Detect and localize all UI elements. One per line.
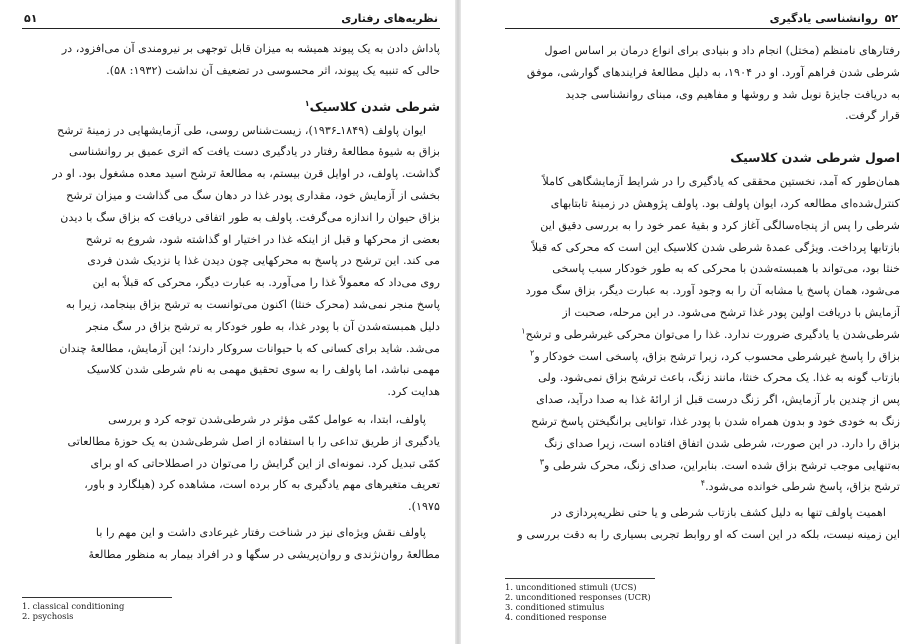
section-heading: اصول شرطی شدن کلاسیک <box>730 150 900 166</box>
paragraph-line: بزاق به شیوهٔ مطالعهٔ رفتار در یادگیری دست یافت که اثری عمیق بر روانشناسی <box>69 145 440 159</box>
paragraph-line: یادگیری از طریق تداعی را با استفاده از اصل شرطی‌شدن به یک حوزهٔ مطالعاتی <box>67 434 440 448</box>
paragraph-line: بزاق را دارد. در این صورت، شرطی شدن اتفاق افتاده است، زیرا صدای زنگ <box>544 436 900 450</box>
running-title: روانشناسی یادگیری <box>769 12 878 25</box>
paragraph-line: روی می‌داد که معمولاً غذا را می‌آورد. به عبارت دیگر، محرکی که قبلاً به این <box>92 276 440 290</box>
paragraph-line: پاولف نقش ویژه‌ای نیز در شناخت رفتار غیرعادی داشت و این مهم را با <box>95 525 426 539</box>
page-number: ۵۱ <box>24 12 38 25</box>
paragraph-line: می کند. این ترشح در پاسخ به محرکهایی چون دیدن غذا یا نزدیک شدن فردی <box>87 254 440 268</box>
running-title: نظریه‌های رفتاری <box>341 12 438 25</box>
paragraph-line: بزاق حیوان را اندازه می‌گرفت. پاولف به طور اتفاقی دریافت که بزاق سگ با دیدن <box>60 210 440 224</box>
paragraph-line: خنثا بود، می‌تواند با همبسته‌شدن با محرکی که به طور خودکار سبب پاسخی <box>552 262 900 276</box>
paragraph-line: کمّی تبدیل کرد. نمونه‌ای از این گرایش را می‌توان در اصطلاحاتی که او برای <box>90 456 440 470</box>
book-gutter <box>455 0 461 644</box>
paragraph-line: رفتارهای نامنظم (مختل) انجام داد و بنیادی برای انواع درمان بر اساس اصول <box>544 44 900 57</box>
paragraph-line: پاولف، ابتدا، به عوامل کمّی مؤثر در شرطی‌شدن توجه کرد و بررسی <box>108 412 426 426</box>
page-body <box>505 40 900 546</box>
footnote-rule <box>22 597 172 598</box>
footnotes <box>22 601 440 621</box>
section-heading: شرطی شدن کلاسیک$^۱$ <box>304 98 440 114</box>
paragraph-line: ایوان پاولف (۱۸۴۹ـ۱۹۳۶)، زیست‌شناس روسی، طی آزمایشهایی در زمینهٔ ترشح <box>56 123 426 137</box>
intro-line: حالی که تنبیه یک پیوند، اثر محسوسی در تضعیف آن نداشت (۱۹۳۲: ۵۸). <box>106 63 440 77</box>
paragraph-line: پس از چندین بار آزمایش، اگر زنگ درست قبل از ارائهٔ غذا به صدا درآید، صدای <box>536 393 900 407</box>
paragraph-line: به دریافت جایزهٔ نوبل شد و روشها و مفاهیم وی، مبنای روانشناسی جدید <box>565 87 900 101</box>
paragraph-line: هدایت کرد. <box>387 385 440 399</box>
paragraph-line: کنترل‌شده‌ای مطالعه کرد، ایوان پاولف بود. پاولف پژوهش در زمینهٔ تابتابهای <box>550 196 900 210</box>
page-body <box>22 38 440 566</box>
paragraph-line: تعریف متغیرهای مهم یادگیری به کار برده است، مشاهده کرد (هیلگارد و باور، <box>84 478 440 492</box>
paragraph-line: بازتابها پرداخت. ویژگی عمدهٔ شرطی شدن کلاسیک این است که محرکی که قبلاً <box>531 240 900 254</box>
paragraph-line: همان‌طور که آمد، نخستین محققی که یادگیری را در شرایط آزمایشگاهی کاملاً <box>542 175 900 189</box>
paragraph-line: ۱۹۷۵). <box>408 500 440 514</box>
intro-line: پاداش دادن به یک پیوند همیشه به میزان قابل توجهی بر نیرومندی آن می‌افزود، در <box>61 42 440 55</box>
page-header <box>505 10 900 29</box>
paragraph-line: شرطی‌شدن یا یادگیری ضرورت ندارد. غذا را می‌توان محرکی غیرشرطی و ترشح$^۱$ <box>521 326 900 341</box>
paragraph-line: بخشی از آزمایش خود، مقداری پودر غذا در دهان سگ می گذاشت و میزان ترشح <box>66 188 440 202</box>
paragraph-line: آزمایش با دریافت اولین پودر غذا ترشح می‌شود. در این مرحله، صحبت از <box>562 305 900 319</box>
paragraph-line: می‌شود، همان پاسخ یا مشابه آن را به وجود آورد. به عبارت دیگر، بزاق سگ مورد <box>525 284 900 298</box>
paragraph-line: شرطی را پس از پنجاه‌سالگی آغاز کرد و بقیهٔ عمر خود را به بررسی دقیق این <box>540 218 900 232</box>
paragraph-line: بعضی از محرکها و قبل از اینکه غذا در اختیار او گذاشته شود، شروع به ترشح <box>85 232 440 246</box>
paragraph-line: ترشح بزاق، پاسخ شرطی خوانده می‌شود.$^۴$ <box>700 478 900 494</box>
paragraph-line: دلیل همبسته‌شدن آن با پودر غذا، به طور خودکار به ترشح بزاق در سگ منجر <box>86 319 440 333</box>
paragraph-line: بزاق را پاسخ غیرشرطی محسوب کرد، زیرا ترشح بزاق، پاسخی است خودکار و$^۲$ <box>530 347 900 363</box>
paragraph-line: مهمی نباشد، اما پاولف را به سوی تحقیق مهمی به نام شرطی شدن کلاسیک <box>86 363 440 377</box>
footnotes <box>505 582 900 622</box>
footnote-rule <box>505 578 655 579</box>
page-52 <box>505 0 900 644</box>
footnote: 2. psychosis <box>22 611 74 621</box>
page-header <box>22 10 440 29</box>
paragraph-line: بازتاب گونه به غذا. یک محرک خنثا، مانند زنگ، باعث ترشح بزاق نمی‌شود. ولی <box>538 371 900 385</box>
paragraph-line: می‌شد. شاید برای کسانی که با حیوانات سروکار دارند؛ این آزمایش، مطالعهٔ چندان <box>59 341 440 355</box>
footnote: 2. unconditioned responses (UCR) <box>505 592 651 602</box>
footnote: 1. classical conditioning <box>22 601 125 611</box>
paragraph-line: قرار گرفت. <box>845 109 900 123</box>
paragraph-line: اهمیت پاولف تنها به دلیل کشف بازتاب شرطی و یا حتی نظریه‌پردازی در <box>551 506 886 520</box>
paragraph-line: پاسخ منجر نمی‌شد (محرک خنثا) اکنون می‌توانست به ترشح بزاق بینجامد، زیرا به <box>65 297 440 311</box>
page-51 <box>22 0 440 644</box>
page-number: ۵۲ <box>884 12 898 25</box>
footnote: 4. conditioned response <box>505 612 607 622</box>
footnote: 3. conditioned stimulus <box>505 602 605 612</box>
paragraph-line: شرطی شدن فراهم آورد. او در ۱۹۰۴، به دلیل مطالعهٔ فرایندهای گوارشی، موفق <box>526 65 900 79</box>
paragraph-line: گذاشت. پاولف، در اوایل قرن بیستم، به مطالعهٔ ترشح اسید معده مشغول بود. او در <box>52 167 440 181</box>
paragraph-line: به‌تنهایی موجب ترشح بزاق شده است. بنابراین، صدای زنگ، محرک شرطی و$^۳$ <box>539 456 900 472</box>
paragraph-line: این زمینه نیست، بلکه در این است که او روابط تجربی بسیاری را به دقت بررسی و <box>517 527 900 541</box>
footnote: 1. unconditioned stimuli (UCS) <box>505 582 637 592</box>
paragraph-line: زنگ به خودی خود و بدون همراه شدن با پودر غذا، توانایی برانگیختن پاسخ ترشح <box>531 414 900 428</box>
paragraph-line: مطالعهٔ روان‌نژندی و روان‌پریشی در سگها و در افراد بیمار به منظور مطالعهٔ <box>88 547 440 561</box>
